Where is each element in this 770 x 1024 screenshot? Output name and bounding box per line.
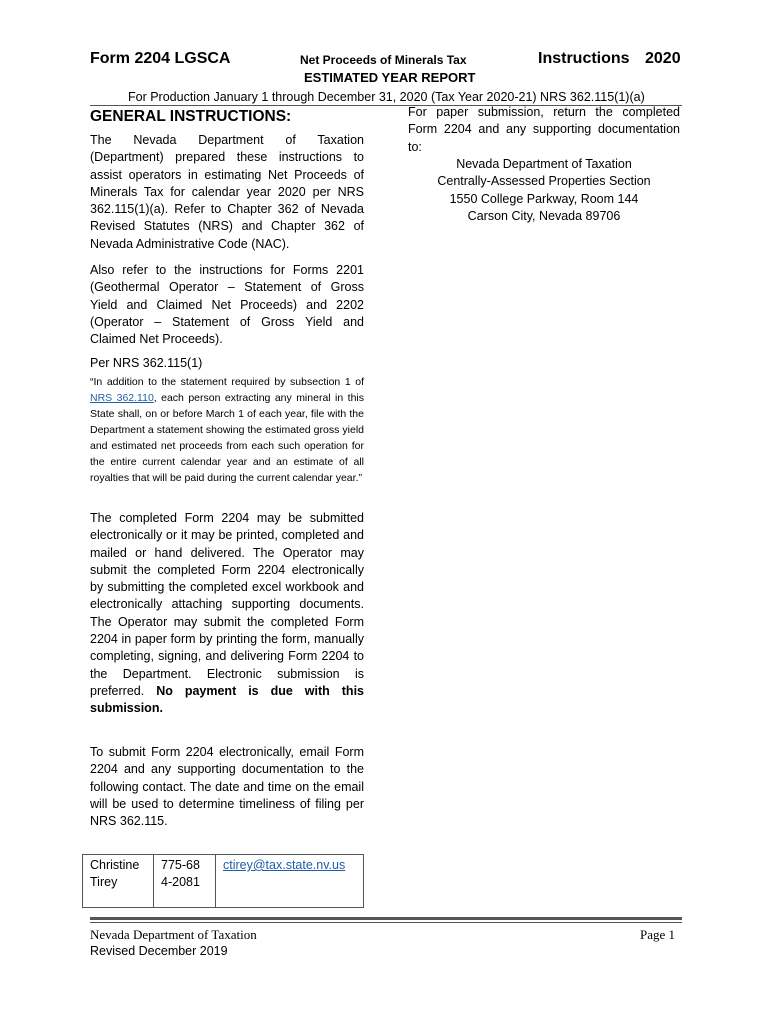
tax-name: Net Proceeds of Minerals Tax: [300, 53, 467, 67]
contact-table: [82, 854, 364, 908]
footer-org: Nevada Department of Taxation: [90, 927, 257, 942]
paper-submission-intro: For paper submission, return the completed Form 2204 and any supporting documentation to:: [408, 105, 680, 154]
submission-paragraph: The completed Form 2204 may be submitted electronically or it may be printed, completed and mailed or hand delivered. The Operator may submit the completed Form 2204 electronically by submitting the completed excel workbook and electronically attaching supporting documents. The Operator may submit the completed Form 2204 in paper form by printing the form, manually completing, signing, and delivering Form 2204 to the Department. Electronic submission is preferred. No payment is due with this submission.: [90, 511, 364, 716]
table-row: [83, 855, 364, 908]
footer-divider-thin: [90, 922, 682, 923]
general-instructions-heading: GENERAL INSTRUCTIONS:: [90, 108, 292, 125]
refer-forms-paragraph: Also refer to the instructions for Forms 2201 (Geothermal Operator – Statement of Gross Yield and Claimed Net Proceeds) and 2202 (Operator – Statement of Gross Yield and Claimed Net Proceeds).: [90, 263, 364, 347]
contact-email-cell: [216, 855, 364, 908]
nrs-quote: “In addition to the statement required by subsection 1 of NRS 362.110, each person extracting any mineral in this State shall, on or before March 1 of each year, file with the Department a statement showing the estimated gross yield and estimated net proceeds from each such operation for the entire current calendar year and an estimate of all royalties that will be paid during the current calendar year.”: [90, 376, 364, 484]
report-title: ESTIMATED YEAR REPORT: [304, 70, 476, 85]
nrs-362-110-link[interactable]: NRS 362.110: [90, 392, 154, 404]
address-line-1: Nevada Department of Taxation: [456, 157, 632, 171]
no-payment-note: No payment is due with this submission.: [90, 683, 364, 716]
address-line-2: Centrally-Assessed Properties Section: [437, 174, 651, 189]
contact-name: Christine Tirey: [83, 855, 154, 908]
per-nrs-label: Per NRS 362.115(1): [90, 356, 203, 370]
page-number: Page 1: [640, 927, 676, 942]
email-submission-paragraph: To submit Form 2204 electronically, email Form 2204 and any supporting documentation to the following contact. The date and time on the email will be used to determine timeliness of filing per NRS 362.115.: [90, 745, 364, 829]
address-line-4: Carson City, Nevada 89706: [467, 208, 621, 223]
intro-paragraph: The Nevada Department of Taxation (Department) prepared these instructions to assist operators in estimating Net Proceeds of Minerals Tax for calendar year 2020 per NRS 362.115(1)(a). Refer to Chapter 362 of Nevada Revised Statutes (NRS) and Chapter 362 of Nevada Administrative Code (NAC).: [90, 133, 364, 251]
mailing-address: [408, 156, 680, 225]
form-id: Form 2204 LGSCA: [90, 50, 231, 67]
footer-revised: Revised December 2019: [90, 944, 228, 958]
address-line-3: 1550 College Parkway, Room 144: [449, 191, 639, 206]
production-period: For Production January 1 through December 31, 2020 (Tax Year 2020-21) NRS 362.115(1)(a): [128, 90, 645, 104]
footer-divider: [90, 917, 682, 920]
doc-type: Instructions: [538, 50, 630, 67]
tax-year: 2020: [645, 50, 681, 67]
contact-email-link[interactable]: ctirey@tax.state.nv.us: [223, 858, 346, 872]
contact-phone: 775-684-2081: [154, 855, 216, 908]
